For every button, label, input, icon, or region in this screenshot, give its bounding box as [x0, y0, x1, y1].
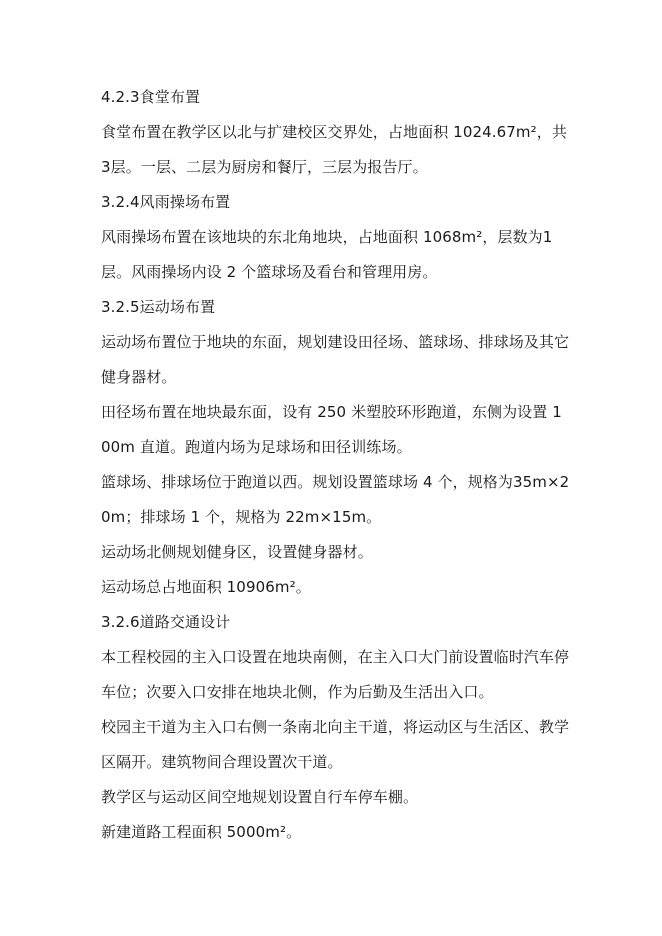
paragraph: 田径场布置在地块最东面，设有 250 米塑胶环形跑道，东侧为设置 100m 直道。跑道内场为足球场和田径训练场。	[101, 403, 562, 456]
section-heading-road-traffic: 3.2.6道路交通设计	[101, 613, 231, 631]
paragraph: 新建道路工程面积 5000m²。	[101, 823, 302, 841]
section-heading-sports-field: 3.2.5运动场布置	[101, 298, 216, 316]
paragraph: 食堂布置在教学区以北与扩建校区交界处，占地面积 1024.67m²，共3层。一层、二层为厨房和餐厅，三层为报告厅。	[101, 123, 567, 176]
document-body	[101, 80, 571, 850]
paragraph: 风雨操场布置在该地块的东北角地块，占地面积 1068m²，层数为1层。风雨操场内设 2 个篮球场及看台和管理用房。	[101, 228, 553, 281]
paragraph: 校园主干道为主入口右侧一条南北向主干道，将运动区与生活区、教学区隔开。建筑物间合理设置次干道。	[101, 718, 570, 771]
paragraph: 运动场总占地面积 10906m²。	[101, 578, 311, 596]
section-heading-gymnasium: 3.2.4风雨操场布置	[101, 193, 231, 211]
paragraph: 教学区与运动区间空地规划设置自行车停车棚。	[101, 788, 419, 806]
paragraph: 运动场布置位于地块的东面，规划建设田径场、篮球场、排球场及其它健身器材。	[101, 333, 570, 386]
paragraph: 运动场北侧规划健身区，设置健身器材。	[101, 543, 373, 561]
paragraph: 本工程校园的主入口设置在地块南侧，在主入口大门前设置临时汽车停车位；次要入口安排在地块北侧，作为后勤及生活出入口。	[101, 648, 570, 701]
paragraph: 篮球场、排球场位于跑道以西。规划设置篮球场 4 个，规格为35m×20m；排球场 1 个，规格为 22m×15m。	[101, 473, 570, 526]
section-heading-canteen: 4.2.3食堂布置	[101, 88, 201, 106]
